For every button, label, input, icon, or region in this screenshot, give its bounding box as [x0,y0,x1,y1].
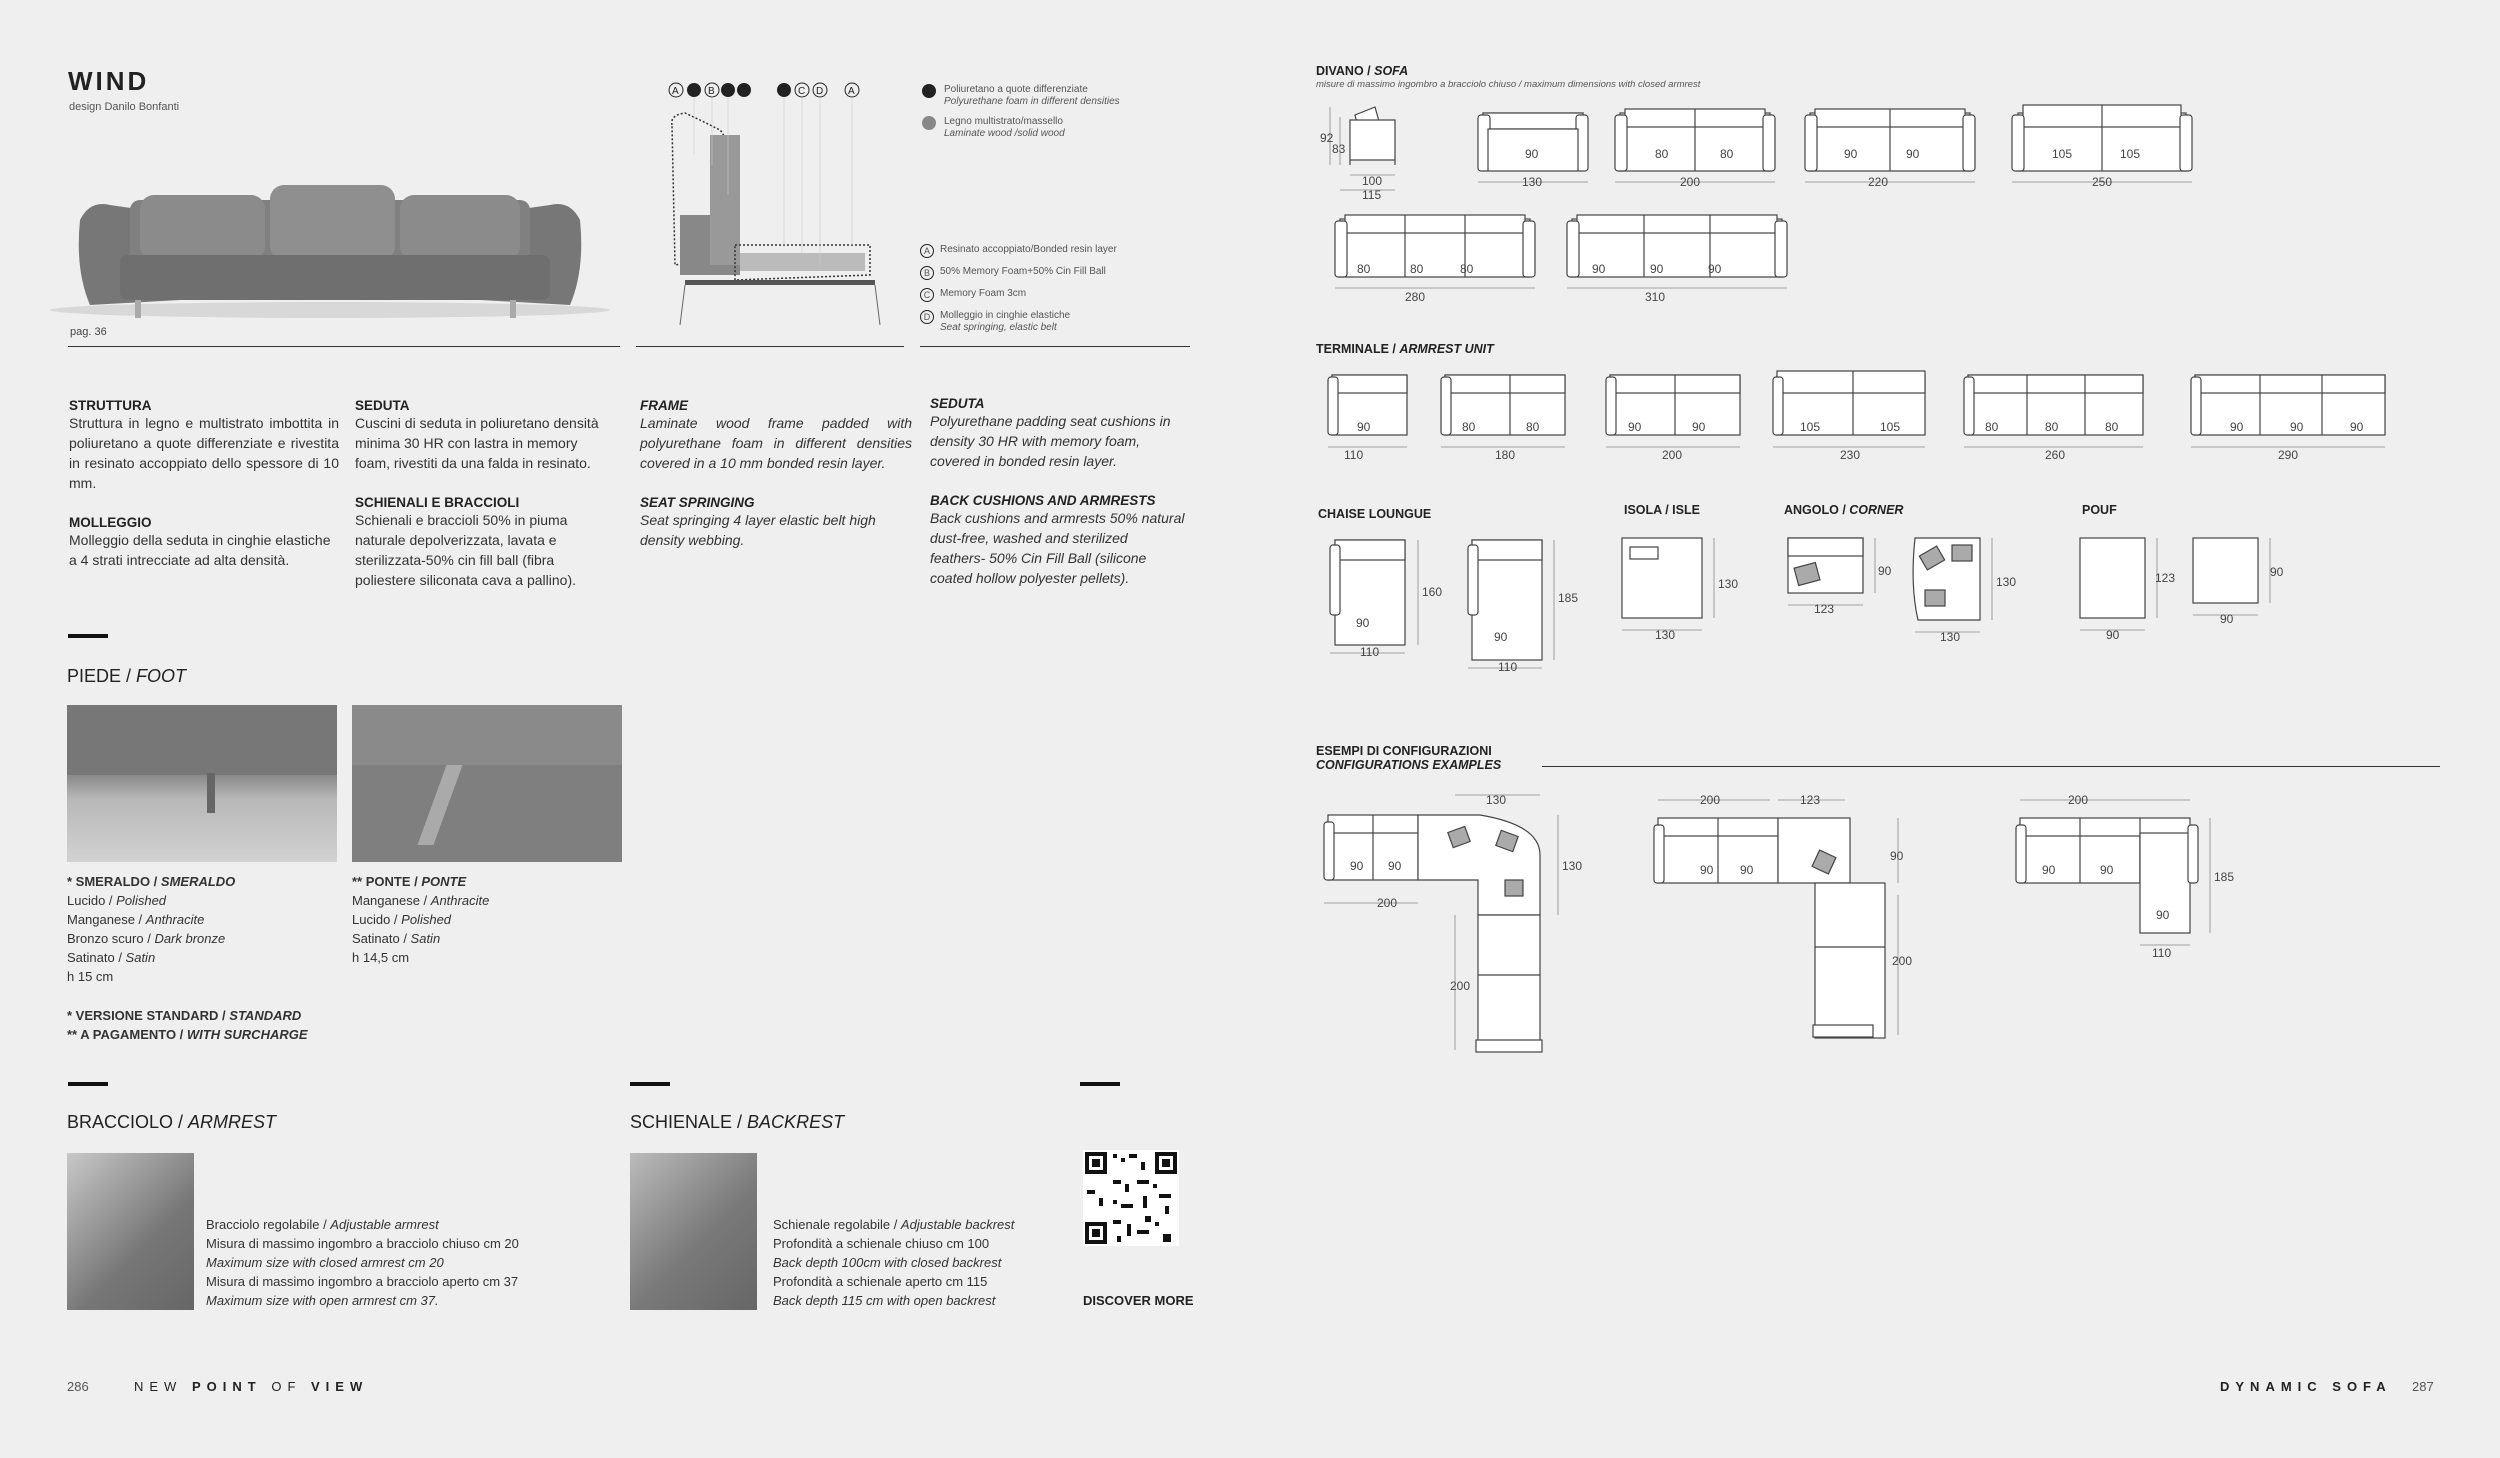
dimension-diagrams [1300,95,2480,1115]
dim-label: 123 [1814,602,1835,616]
dim-label: 130 [1655,628,1676,642]
dim-label: 185 [1558,591,1579,605]
section-label: SEDUTA [930,396,985,411]
section-text: Schienali e braccioli 50% in piuma naturale depolverizzata, lavata e sterilizzata-50% cin fill ball (fibra poliestere siliconata cava a pallino). [355,512,577,588]
dim-label: 130 [1718,577,1739,591]
dim-label: 100 [1362,174,1383,188]
legend-item-text-en: Polyurethane foam in different densities [944,96,1120,107]
section-text: Polyurethane padding seat cushions in density 30 HR with memory foam, covered in bonded resin layer. [930,413,1171,469]
section-text: Struttura in legno e multistrato imbottita in poliuretano a quote differenziate e rivestita in resinato accoppiato dello spessore di 10 mm. [69,415,339,491]
dim-label: 123 [1800,793,1821,807]
dim-label: 90 [2220,612,2234,626]
section-text: Seat springing 4 layer elastic belt high density webbing. [640,512,876,548]
footer-brand: NEW POINT OF VIEW [134,1379,369,1394]
svg-text:A: A [848,86,855,97]
dim-label: 90 [1494,630,1508,644]
dim-label: 105 [2052,147,2073,161]
dim-label: 160 [1422,585,1443,599]
dim-label: 80 [1357,262,1371,276]
section-label: SEDUTA [355,398,410,413]
dim-label: 123 [2155,571,2176,585]
dim-label: 90 [1708,262,1722,276]
dim-label: 80 [1526,420,1540,434]
dim-label: 90 [1890,849,1904,863]
grey-dot-icon [922,116,936,130]
dim-label: 90 [1740,863,1754,877]
armrest-specs: Bracciolo regolabile / Adjustable armrest Misura di massimo ingombro a bracciolo chiuso cm 20 Maximum size with closed armrest cm 20 Misura di massimo ingombro a bracciolo aperto cm 37 Maximum size with open armrest cm 37. [206,1217,519,1308]
svg-text:A: A [672,86,679,97]
dim-label: 200 [1700,793,1721,807]
dim-label: 90 [2230,420,2244,434]
material-legend [922,84,1162,140]
dim-label: 90 [1388,859,1402,873]
circle-letter-icon: A [920,244,934,258]
isola-title: ISOLA / ISLE [1624,503,1700,517]
section-text: Cuscini di seduta in poliuretano densità minima 30 HR con lastra in memory foam, rivestiti da una falda in resinato. [355,415,599,471]
configs-title: ESEMPI DI CONFIGURAZIONI CONFIGURATIONS EXAMPLES [1316,744,1502,772]
dim-label: 90 [1844,147,1858,161]
page-reference: pag. 36 [70,326,107,338]
ponte-specs: ** PONTE / PONTE Manganese / Anthracite Lucido / Polished Satinato / Satin h 14,5 cm [352,874,490,965]
smeraldo-specs: * SMERALDO / SMERALDO Lucido / Polished Manganese / Anthracite Bronzo scuro / Dark bronze Satinato / Satin h 15 cm [67,874,236,984]
terminale-title: TERMINALE / ARMREST UNIT [1316,342,1494,356]
dim-label: 90 [1628,420,1642,434]
cross-section-drawing [640,75,920,335]
dim-label: 90 [1592,262,1606,276]
section-label: SEAT SPRINGING [640,495,755,510]
dim-label: 200 [1450,979,1471,993]
dim-label: 90 [1350,859,1364,873]
ponte-foot-photo [352,705,622,862]
armrest-photo [67,1153,194,1310]
backrest-specs: Schienale regolabile / Adjustable backrest Profondità a schienale chiuso cm 100 Back depth 100cm with closed backrest Profondità a schienale aperto cm 115 Back depth 115 cm with open backrest [773,1217,1015,1308]
dim-label: 80 [2105,420,2119,434]
legend-item-text-en: Laminate wood /solid wood [944,128,1065,139]
schienale-title: SCHIENALE / BACKREST [630,1112,845,1132]
sofa-hero-image [40,160,620,330]
backrest-photo [630,1153,757,1310]
dim-label: 90 [1700,863,1714,877]
frame-en-block [640,398,912,550]
dim-label: 230 [1840,448,1861,462]
dim-label: 92 [1320,131,1334,145]
dim-label: 130 [1940,630,1961,644]
dim-label: 260 [2045,448,2066,462]
dim-label: 185 [2214,870,2235,884]
dim-label: 90 [1650,262,1664,276]
section-text: Laminate wood frame padded with polyurethane foam in different densities covered in a 10 mm bonded resin layer. [640,415,912,471]
circle-letter-icon: C [920,288,934,302]
legend-item-text: Poliuretano a quote differenziate [944,84,1088,95]
legend-layer-text: Memory Foam 3cm [940,288,1027,299]
dim-label: 80 [1462,420,1476,434]
section-text: Back cushions and armrests 50% natural dust-free, washed and sterilized feathers- 50% Cin Fill Ball (silicone coated hollow polyester pellets). [930,510,1185,586]
dim-label: 90 [1525,147,1539,161]
dim-label: 83 [1332,142,1346,156]
dim-label: 110 [1360,645,1380,659]
angolo-title: ANGOLO / CORNER [1784,503,1904,517]
dim-label: 80 [1410,262,1424,276]
divano-subtitle: misure di massimo ingombro a bracciolo chiuso / maximum dimensions with closed armrest [1316,79,1701,90]
dim-label: 80 [1655,147,1669,161]
dim-label: 200 [1377,896,1398,910]
dim-label: 80 [2045,420,2059,434]
dim-label: 90 [2100,863,2114,877]
dim-label: 200 [2068,793,2089,807]
dim-label: 200 [1680,175,1701,189]
section-label: MOLLEGGIO [69,515,152,530]
qr-code[interactable] [1083,1150,1179,1246]
dim-label: 110 [1344,448,1364,462]
seduta-it-block [355,398,613,590]
piede-title: PIEDE / FOOT [67,666,187,686]
dim-label: 90 [2290,420,2304,434]
dim-label: 105 [1880,420,1901,434]
dim-label: 115 [1362,188,1382,202]
dim-label: 90 [2106,628,2120,642]
legend-layer-text: 50% Memory Foam+50% Cin Fill Ball [940,266,1106,277]
section-label: BACK CUSHIONS AND ARMRESTS [930,493,1156,508]
legend-layer-text: Resinato accoppiato/Bonded resin layer [940,244,1117,255]
bracciolo-title: BRACCIOLO / ARMREST [67,1112,277,1132]
circle-letter-icon: D [920,310,934,324]
dim-label: 90 [1906,147,1920,161]
section-label: SCHIENALI E BRACCIOLI [355,495,520,510]
dim-label: 110 [2152,946,2172,960]
dim-label: 180 [1495,448,1516,462]
pouf-title: POUF [2082,503,2117,517]
dim-label: 130 [1562,859,1583,873]
dim-label: 90 [2156,908,2170,922]
black-dot-icon [922,84,936,98]
dim-label: 130 [1996,575,2017,589]
section-label: FRAME [640,398,688,413]
dim-label: 90 [2042,863,2056,877]
left-page-number: 286 [67,1379,89,1394]
legend-item-text: Legno multistrato/massello [944,116,1063,127]
seduta-en-block [930,396,1186,588]
svg-text:C: C [798,86,806,97]
dim-label: 105 [2120,147,2141,161]
section-label: STRUTTURA [69,398,152,413]
dim-label: 110 [1498,660,1518,674]
svg-text:D: D [816,86,824,97]
svg-text:B: B [708,86,715,97]
dim-label: 90 [1357,420,1371,434]
divano-title: DIVANO / SOFA [1316,64,1409,78]
brand-title: WIND [68,66,150,96]
section-text: Molleggio della seduta in cinghie elastiche a 4 strati intrecciate ad alta densità. [69,532,331,568]
struttura-block [69,398,339,570]
footer-right-brand: DYNAMIC SOFA [2220,1379,2392,1394]
legend-layer-text: Molleggio in cinghie elastiche [940,310,1071,321]
dim-label: 290 [2278,448,2299,462]
dim-label: 90 [1878,564,1892,578]
layer-legend [920,244,1160,334]
dim-label: 200 [1662,448,1683,462]
dim-label: 220 [1868,175,1889,189]
right-page-number: 287 [2412,1379,2434,1394]
dim-label: 90 [1356,616,1370,630]
designer-credit: design Danilo Bonfanti [69,101,180,113]
dim-label: 310 [1645,290,1666,304]
foot-notes: * VERSIONE STANDARD / STANDARD ** A PAGAMENTO / WITH SURCHARGE [67,1008,308,1042]
dim-label: 80 [1460,262,1474,276]
dim-label: 90 [2350,420,2364,434]
dim-label: 200 [1892,954,1913,968]
discover-more-link[interactable]: DISCOVER MORE [1083,1293,1194,1308]
dim-label: 90 [2270,565,2284,579]
smeraldo-foot-photo [67,705,337,862]
dim-label: 130 [1522,175,1543,189]
legend-layer-text-en: Seat springing, elastic belt [940,322,1057,333]
dim-label: 80 [1985,420,1999,434]
dim-label: 80 [1720,147,1734,161]
dim-label: 105 [1800,420,1821,434]
dim-label: 280 [1405,290,1426,304]
dim-label: 250 [2092,175,2113,189]
dim-label: 90 [1692,420,1706,434]
dim-label: 130 [1486,793,1507,807]
circle-letter-icon: B [920,266,934,280]
chaise-title: CHAISE LOUNGUE [1318,507,1432,521]
